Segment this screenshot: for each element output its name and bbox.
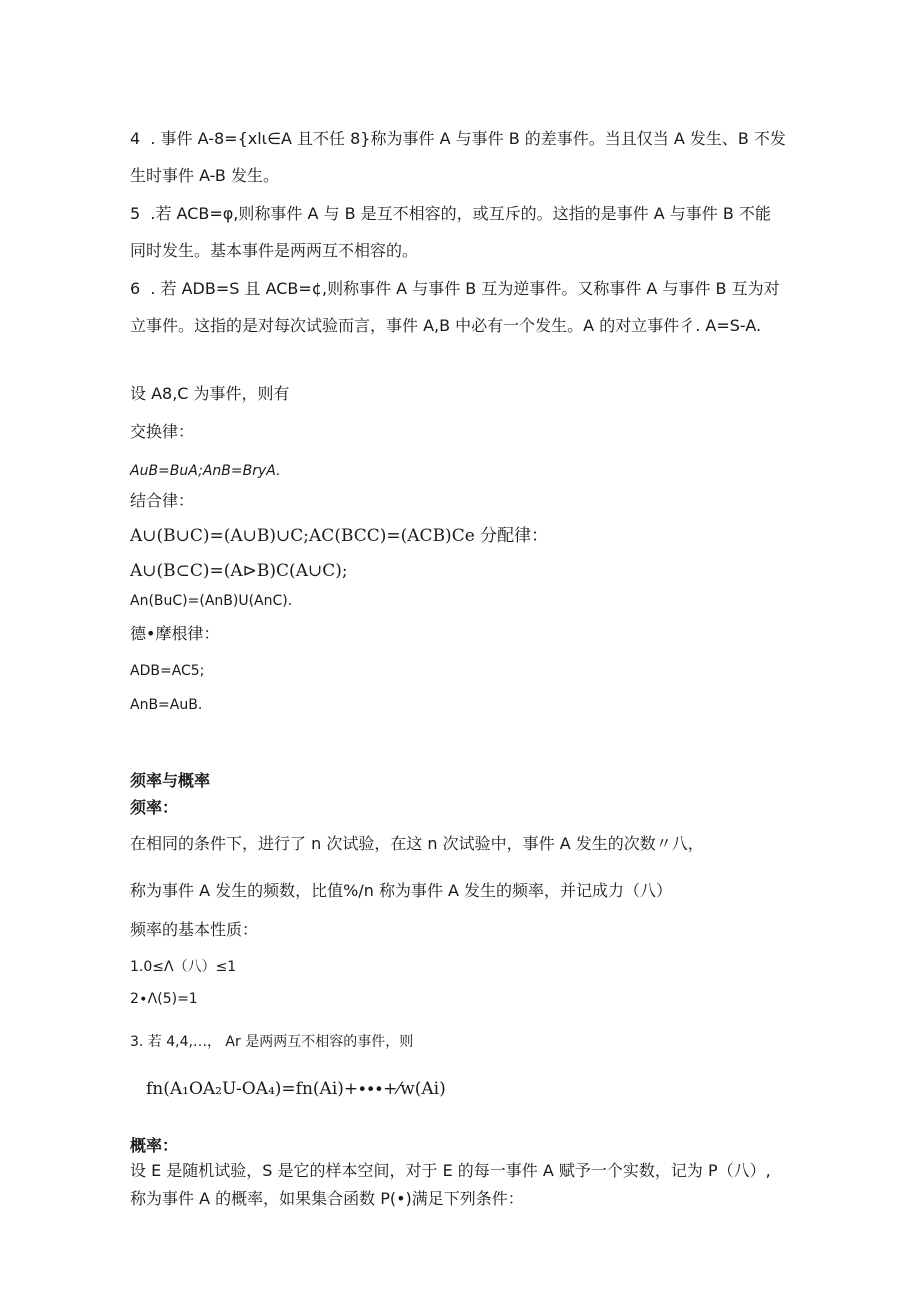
para-4-line-2: 生时事件 A-B 发生。 bbox=[130, 166, 279, 185]
commutative-formula: AuB=BuA;AnB=BryA. bbox=[130, 463, 281, 479]
de-morgan-formula-1: ADB=AC5; bbox=[130, 663, 205, 679]
para-4-line-1: 4 . 事件 A-8={xlι∈A 且不任 8}称为事件 A 与事件 B 的差事件。当且仅当 A 发生、B 不发 bbox=[130, 129, 786, 148]
property-1: 1.0≤Λ（八）≤1 bbox=[130, 959, 237, 975]
associative-formula: A∪(B∪C)=(A∪B)∪C;AC(BCC)=(ACB)Ce 分配律： bbox=[130, 526, 549, 546]
commutative-heading: 交换律： bbox=[130, 422, 195, 441]
para-6-line-2: 立事件。这指的是对每次试验而言，事件 A,B 中必有一个发生。A 的对立事件彳. A=S-A. bbox=[130, 316, 762, 335]
probability-heading: 概率： bbox=[130, 1136, 179, 1155]
de-morgan-formula-2: AnB=AuB. bbox=[130, 697, 203, 713]
section-title: 须率与概率 bbox=[130, 771, 211, 790]
intro-line: 设 A8,C 为事件，则有 bbox=[130, 384, 290, 403]
para-5-line-2: 同时发生。基本事件是两两互不相容的。 bbox=[130, 241, 419, 260]
frequency-line-2: 称为事件 A 发生的频数，比值%/n 称为事件 A 发生的频率，并记成力（八） bbox=[130, 881, 673, 900]
para-6-line-1: 6 . 若 ADB=S 且 ACB=¢,则称事件 A 与事件 B 互为逆事件。又称事件 A 与事件 B 互为对 bbox=[130, 279, 780, 298]
frequency-heading: 须率： bbox=[130, 798, 179, 817]
distributive-formula-1: A∪(B⊂C)=(A⊳B)C(A∪C); bbox=[130, 561, 348, 581]
de-morgan-heading: 德•摩根律： bbox=[130, 624, 220, 643]
para-5-line-1: 5 .若 ACB=φ,则称事件 A 与 B 是互不相容的，或互斥的。这指的是事件 A 与事件 B 不能 bbox=[130, 204, 771, 223]
property-3: 3. 若 4,4,…， Ar 是两两互不相容的事件，则 bbox=[130, 1034, 414, 1050]
frequency-line-1: 在相同的条件下，进行了 n 次试验，在这 n 次试验中，事件 A 发生的次数〃八， bbox=[130, 834, 704, 853]
distributive-formula-2: An(BuC)=(AnB)U(AnC). bbox=[130, 593, 293, 609]
property-2: 2∙Λ(5)=1 bbox=[130, 991, 198, 1007]
frequency-properties-heading: 频率的基本性质： bbox=[130, 920, 259, 939]
probability-line-2: 称为事件 A 的概率，如果集合函数 P(•)满足下列条件： bbox=[130, 1189, 524, 1208]
probability-line-1: 设 E 是随机试验，S 是它的样本空间，对于 E 的每一事件 A 赋予一个实数，记为 P（八）, bbox=[130, 1161, 771, 1180]
associative-heading: 结合律： bbox=[130, 491, 195, 510]
property-3-formula: fn(A₁OA₂U-OA₄)=fn(Ai)+∙∙∙+⁄w(Ai) bbox=[146, 1079, 446, 1099]
